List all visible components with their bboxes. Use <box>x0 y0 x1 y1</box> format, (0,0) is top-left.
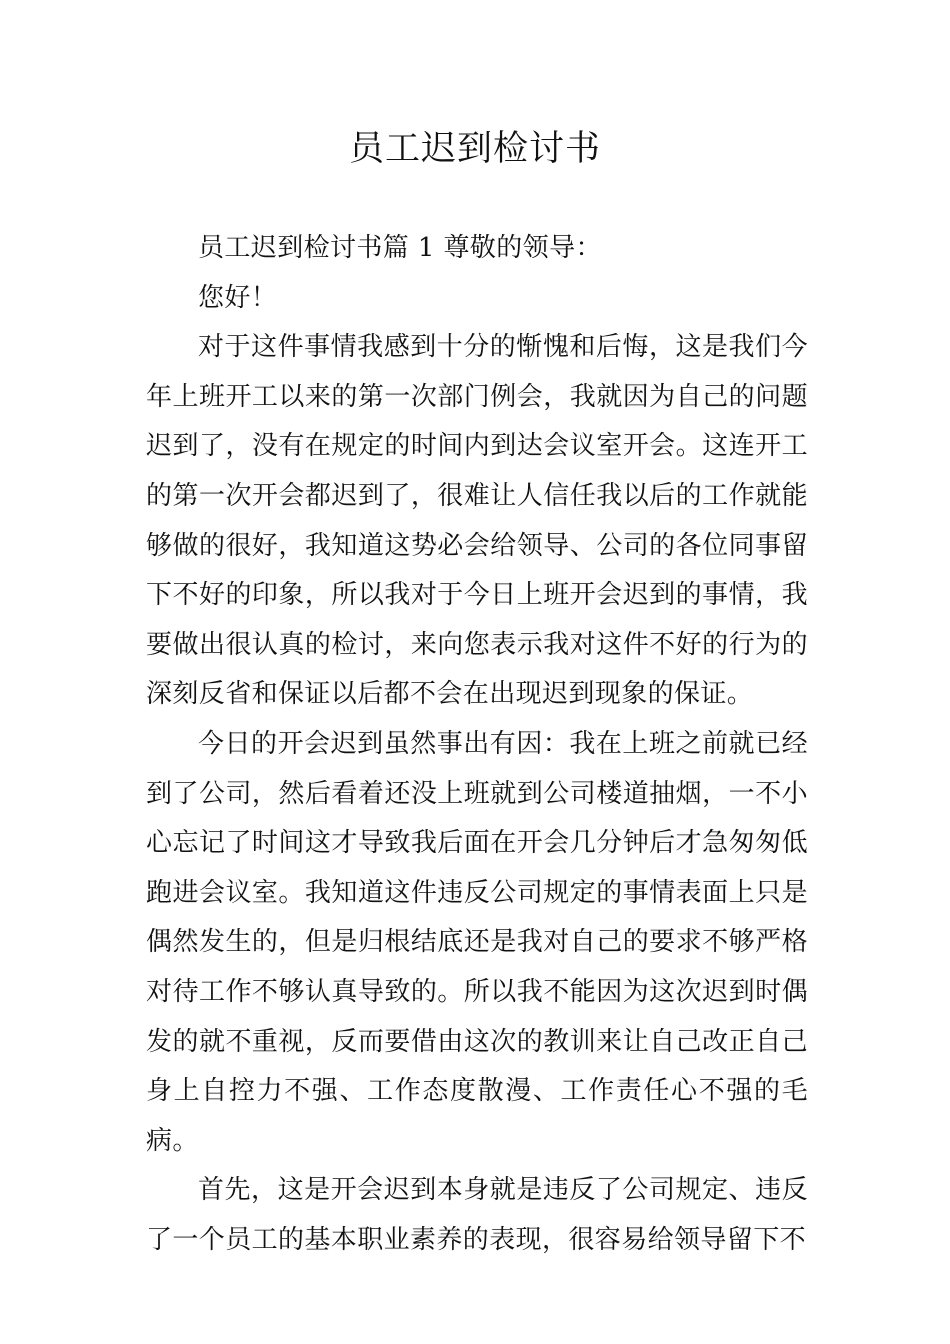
body-paragraph: 对于这件事情我感到十分的惭愧和后悔，这是我们今年上班开工以来的第一次部门例会，我就因为自己的问题迟到了，没有在规定的时间内到达会议室开会。这连开工的第一次开会都迟到了，很难让人信任我以后的工作就能够做的很好，我知道这势必会给领导、公司的各位同事留下不好的印象，所以我对于今日上班开会迟到的事情，我要做出很认真的检讨，来向您表示我对这件不好的行为的深刻反省和保证以后都不会在出现迟到现象的保证。 <box>146 332 808 710</box>
document-title: 员工迟到检讨书 <box>348 129 601 169</box>
body-paragraph: 首先，这是开会迟到本身就是违反了公司规定、违反了一个员工的基本职业素养的表现，很容易给领导留下不 <box>146 1175 808 1255</box>
greeting-paragraph: 您好！ <box>198 282 278 313</box>
body-paragraph: 今日的开会迟到虽然事出有因：我在上班之前就已经到了公司，然后看着还没上班就到公司楼道抽烟，一不小心忘记了时间这才导致我后面在开会几分钟后才急匆匆低跑进会议室。我知道这件违反公司规定的事情表面上只是偶然发生的，但是归根结底还是我对自己的要求不够严格对待工作不够认真导致的。所以我不能因为这次迟到时偶发的就不重视，反而要借由这次的教训来让自己改正自己身上自控力不强、工作态度散漫、工作责任心不强的毛病。 <box>146 728 808 1156</box>
document-body <box>146 224 808 1265</box>
salutation-paragraph: 员工迟到检讨书篇 1 尊敬的领导： <box>198 233 602 263</box>
